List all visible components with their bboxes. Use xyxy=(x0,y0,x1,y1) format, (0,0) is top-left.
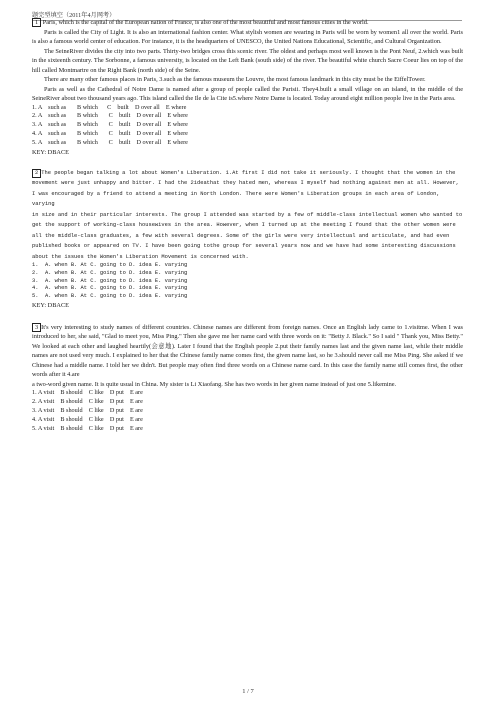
passage2-option-4: 4. A. when B. At C. going to D. idea E. varying xyxy=(32,285,188,292)
passage2-number: 2 xyxy=(32,169,41,178)
passage1-para-5: Paris as well as the Cathedral of Notre Dame is named after a group of people called the Parisii. They4.built a small village on an island, in the middle of the SeineRiver about two thousand years ago. This island called the Ile de la Cite is5.where Notre Dame is located. Today around eight million people live in the Paris area. xyxy=(32,85,463,102)
spacer xyxy=(32,311,463,323)
passage3-option-1: 1. A visit B should C like D put E are xyxy=(32,389,143,397)
page-number: 1 / 7 xyxy=(242,688,254,695)
passage2-option-3: 3. A. when B. At C. going to D. idea E. varying xyxy=(32,277,188,284)
passage1-option-4: 4. A such as B which C built D over all E where xyxy=(32,129,188,137)
passage2-option-1: 1. A. when B. At C. going to D. idea E. varying xyxy=(32,262,188,269)
passage1-option-1: 1. A such as B which C built D over all E where xyxy=(32,103,187,111)
passage3-para-2: a two-word given name. It is quite usual in China. My sister is Li Xiaofang. She has two words in her given name instead of just one 5.likemine. xyxy=(32,380,397,388)
passage1-key: KEY: DBACE xyxy=(32,149,70,157)
passage1-para-2: Paris is called the City of Light. It is also an international fashion center. What stylish women are wearing in Paris will be worn by women1 all over the world. Paris is also a famous world center of education. For instance, it is the headquarters of UNESCO, the United Nations Educational, Scientific, and Cultural Organization. xyxy=(32,28,463,45)
passage3-option-2: 2. A visit B should C like D put E are xyxy=(32,398,143,406)
document-content xyxy=(32,18,463,433)
passage2-key: KEY: DBACE xyxy=(32,302,70,310)
passage1-number: 1 xyxy=(32,18,41,27)
passage2-option-2: 2. A. when B. At C. going to D. idea E. varying xyxy=(32,270,188,277)
passage1-option-5: 5. A such as B which C built D over all E where xyxy=(32,138,188,146)
passage3-option-4: 4. A visit B should C like D put E are xyxy=(32,415,143,423)
passage3-number: 3 xyxy=(32,323,41,332)
passage1-para-1: 1 Paris, which is the capital of the European nation of France, is also one of the most beautiful and most famous cities in the world. xyxy=(32,18,463,28)
passage1-option-2: 2. A such as B which C built D over all E where xyxy=(32,112,188,120)
spacer xyxy=(32,158,463,168)
passage3-option-3: 3. A visit B should C like D put E are xyxy=(32,407,143,415)
passage3-para-1: 3 It's very interesting to study names of different countries. Chinese names are different from foreign names. Once an English lady came to 1.visitme. When I was introduced to her, she said, "Glad to meet you, Miss Ping." Then she gave me her name card with three words on it: "Betty J. Black." So I said " Thank you, Miss Betty." We looked at each other and laughed heartily(会意地). Later I found that the English people 2.put their family names last and the given name last, while their middle names are not used very much. I explained to her that the Chinese family name comes first, the given name last, so he 3.should never call me Miss Ping. She asked if we Chinese had a middle name. I told her we didn't. But people may often find three words on a Chinese name card. In this case the family name still comes first, the other words after it 4.are xyxy=(32,323,463,379)
passage1-para-3: The SeineRiver divides the city into two parts. Thirty-two bridges cross this scenic river. The oldest and perhaps most well known is the Pont Neuf, 2.which was built in the sixteenth century. The Sorbonne, a famous university, is located on the Left Bank (south side) of the river. The beautiful white church Sacre Coeur lies on top of the hill called Montmartre on the Right Bank (north side) of the Seine. xyxy=(32,47,463,74)
passage2-para-2: in size and in their particular interests. The group I attended was started by a few of middle-class intellectual women who wanted to get the support of working-class housewives in the area. However, when I turned up at the meeting I found that the other women were all the middle-class graduates, a few with several degrees. Some of the girls were very intellectual and articulate, and had even published books or appeared on TV. I have been going tothe group for several years now and we have had some interesting discussions about the issues the Women's Liberation Movement is concerned with. xyxy=(32,211,463,260)
passage1-para-4: There are many other famous places in Paris, 3.such as the famous museum the Louvre, the most famous landmark in this city must be the EiffelTower. xyxy=(44,76,426,83)
page-header: 题完型填空（2011年4月网考） xyxy=(32,10,462,21)
passage1-option-3: 3. A such as B which C built D over all E where xyxy=(32,121,188,129)
passage2-option-5: 5. A. when B. At C. going to D. idea E. varying xyxy=(32,292,188,299)
passage3-option-5: 5. A visit B should C like D put E are xyxy=(32,424,143,432)
passage2-para-1: 2 The people began talking a lot about Women's Liberation. 1.At first I did not take it seriously. I thought that the women in the movement were just unhappy and bitter. I had the 2ideathat they hated men, whereas I myself had nothing against men at all. However, I was encouraged by a friend to attend a meeting in North London. There were Women's Liberation groups in each area of London, varying xyxy=(32,169,460,208)
